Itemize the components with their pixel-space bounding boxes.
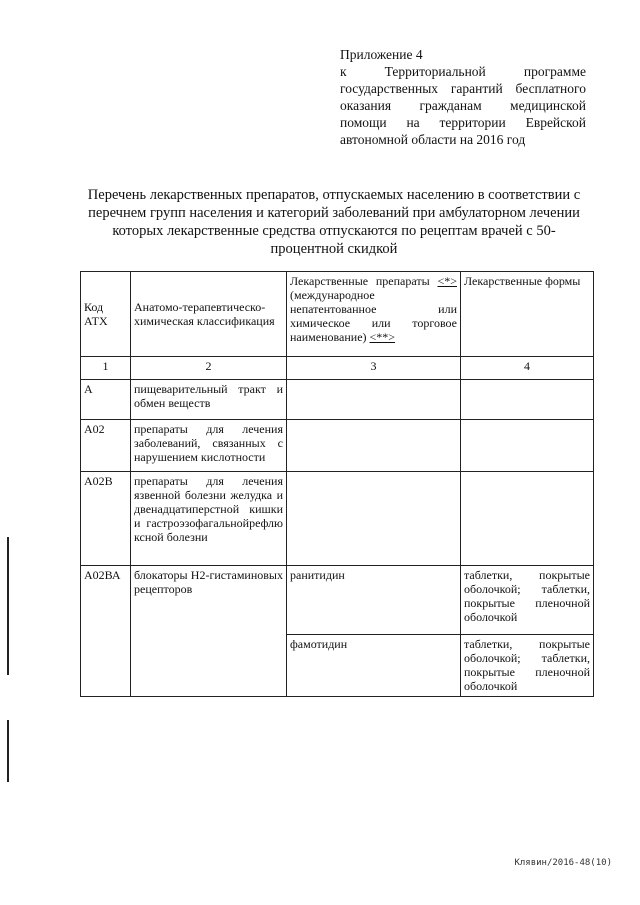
column-number-row [81,357,594,380]
row-forms-empty [461,472,594,566]
header-drugs-middle: (международное непатентованное или химическое или торговое наименование) [290,288,457,344]
row-code: А02 [81,420,131,472]
footer-stamp: Клявин/2016-48(10) [514,858,612,868]
column-number: 3 [287,357,461,380]
row-classification: препараты для лечения заболеваний, связанных с нарушением кислотности [131,420,287,472]
appendix-title: Приложение 4 [340,47,423,62]
row-code: А02В [81,472,131,566]
header-drugs-ref1: <*> [437,274,458,288]
row-forms-empty [461,420,594,472]
drug-forms: таблетки, покрытые оболочкой; таблетки, покрытые пленочной оболочкой [461,635,594,697]
margin-line-upper [7,537,9,675]
margin-line-lower [7,720,9,782]
row-drug-empty [287,472,461,566]
table-row [81,472,594,566]
drug-forms: таблетки, покрытые оболочкой; таблетки, покрытые пленочной оболочкой [461,566,594,635]
header-code: Код АТХ [81,272,131,357]
header-forms: Лекарственные формы [461,272,594,357]
row-forms-empty [461,380,594,420]
drugs-table [80,271,594,697]
appendix-text: к Территориальной программе государственных гарантий бесплатного оказания гражданам медицинской помощи на территории Еврейской автономной области на 2016 год [340,64,586,147]
row-classification: пищеварительный тракт и обмен веществ [131,380,287,420]
column-number: 4 [461,357,594,380]
row-code: А [81,380,131,420]
column-number: 1 [81,357,131,380]
header-classification: Анатомо-терапевтическо-химическая классификация [131,272,287,357]
row-drug-empty [287,420,461,472]
table-row [81,380,594,420]
header-drugs [287,272,461,357]
row-code: А02ВА [81,566,131,697]
row-drug-empty [287,380,461,420]
row-classification: препараты для лечения язвенной болезни желудка и двенадцатиперстной кишки и гастроэзофагальнойрефлю ксной болезни [131,472,287,566]
drug-name: ранитидин [287,566,461,635]
appendix-header [340,46,586,148]
header-drugs-prefix: Лекарственные препараты [290,274,430,288]
drug-name: фамотидин [287,635,461,697]
table-header-row [81,272,594,357]
header-drugs-ref2: <**> [369,330,396,344]
row-classification: блокаторы Н2-гистаминовых рецепторов [131,566,287,697]
table-row [81,566,594,635]
table-row [81,420,594,472]
document-title: Перечень лекарственных препаратов, отпускаемых населению в соответствии с перечнем групп населения и категорий заболеваний при амбулаторном лечении которых лекарственные средства отпускаются по рецептам врачей с 50-процентной скидкой [87,187,581,257]
column-number: 2 [131,357,287,380]
